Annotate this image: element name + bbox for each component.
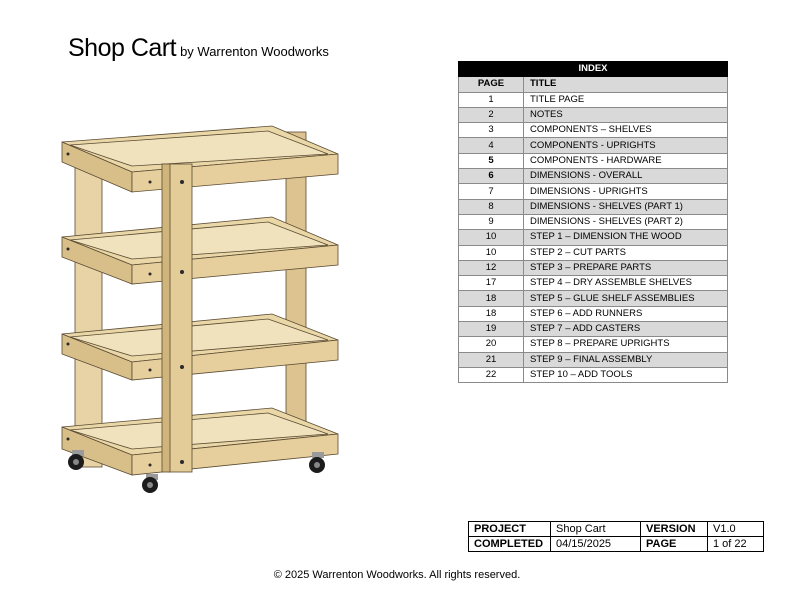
index-table (458, 61, 728, 383)
index-row-page: 6 (459, 169, 524, 184)
page-value: 1 of 22 (708, 537, 764, 552)
index-row-page: 3 (459, 123, 524, 138)
index-row-title: STEP 10 – ADD TOOLS (524, 367, 728, 382)
index-row-title: STEP 8 – PREPARE UPRIGHTS (524, 337, 728, 352)
project-label: PROJECT (469, 522, 551, 537)
column-header-title: TITLE (524, 77, 728, 92)
index-row-page: 18 (459, 291, 524, 306)
page-label: PAGE (641, 537, 708, 552)
index-row (459, 260, 728, 275)
index-row-title: STEP 4 – DRY ASSEMBLE SHELVES (524, 276, 728, 291)
index-row (459, 230, 728, 245)
index-row (459, 214, 728, 229)
index-row (459, 322, 728, 337)
index-row-title: STEP 6 – ADD RUNNERS (524, 306, 728, 321)
index-heading: INDEX (459, 62, 728, 77)
index-row-title: DIMENSIONS - SHELVES (PART 1) (524, 199, 728, 214)
index-row-title: DIMENSIONS - UPRIGHTS (524, 184, 728, 199)
index-row (459, 123, 728, 138)
project-subtitle: by Warrenton Woodworks (180, 44, 329, 59)
index-row (459, 276, 728, 291)
index-row-page: 5 (459, 153, 524, 168)
document-title (68, 34, 329, 63)
index-row-title: NOTES (524, 107, 728, 122)
index-row (459, 107, 728, 122)
index-row-page: 22 (459, 367, 524, 382)
index-row (459, 352, 728, 367)
index-row (459, 306, 728, 321)
version-value: V1.0 (708, 522, 764, 537)
index-row (459, 184, 728, 199)
index-row (459, 337, 728, 352)
index-row-title: DIMENSIONS - OVERALL (524, 169, 728, 184)
index-row-page: 12 (459, 260, 524, 275)
index-row-page: 21 (459, 352, 524, 367)
index-row-title: STEP 1 – DIMENSION THE WOOD (524, 230, 728, 245)
index-column-header-row (459, 77, 728, 92)
index-row-title: STEP 3 – PREPARE PARTS (524, 260, 728, 275)
project-value: Shop Cart (551, 522, 641, 537)
index-row-page: 10 (459, 230, 524, 245)
index-row-title: COMPONENTS - HARDWARE (524, 153, 728, 168)
index-row (459, 291, 728, 306)
index-row-page: 19 (459, 322, 524, 337)
index-row (459, 169, 728, 184)
index-row-page: 8 (459, 199, 524, 214)
index-row-title: STEP 9 – FINAL ASSEMBLY (524, 352, 728, 367)
index-row-title: TITLE PAGE (524, 92, 728, 107)
index-row-title: COMPONENTS - UPRIGHTS (524, 138, 728, 153)
completed-label: COMPLETED (469, 537, 551, 552)
index-row-page: 9 (459, 214, 524, 229)
index-row-page: 10 (459, 245, 524, 260)
index-row-title: DIMENSIONS - SHELVES (PART 2) (524, 214, 728, 229)
copyright-footer: © 2025 Warrenton Woodworks. All rights reserved. (273, 569, 521, 581)
index-row-title: STEP 7 – ADD CASTERS (524, 322, 728, 337)
index-row-title: STEP 5 – GLUE SHELF ASSEMBLIES (524, 291, 728, 306)
index-row-title: STEP 2 – CUT PARTS (524, 245, 728, 260)
index-row (459, 138, 728, 153)
index-row-page: 1 (459, 92, 524, 107)
column-header-page: PAGE (459, 77, 524, 92)
shop-cart-illustration (50, 112, 350, 502)
index-row-page: 4 (459, 138, 524, 153)
index-row (459, 199, 728, 214)
index-row-page: 20 (459, 337, 524, 352)
index-row-page: 18 (459, 306, 524, 321)
completed-value: 04/15/2025 (551, 537, 641, 552)
index-row (459, 245, 728, 260)
index-row-page: 7 (459, 184, 524, 199)
index-row-title: COMPONENTS – SHELVES (524, 123, 728, 138)
index-row (459, 153, 728, 168)
version-label: VERSION (641, 522, 708, 537)
index-row-page: 17 (459, 276, 524, 291)
project-title: Shop Cart (68, 34, 177, 62)
index-row (459, 92, 728, 107)
index-row (459, 367, 728, 382)
project-info-table (468, 521, 764, 552)
index-row-page: 2 (459, 107, 524, 122)
